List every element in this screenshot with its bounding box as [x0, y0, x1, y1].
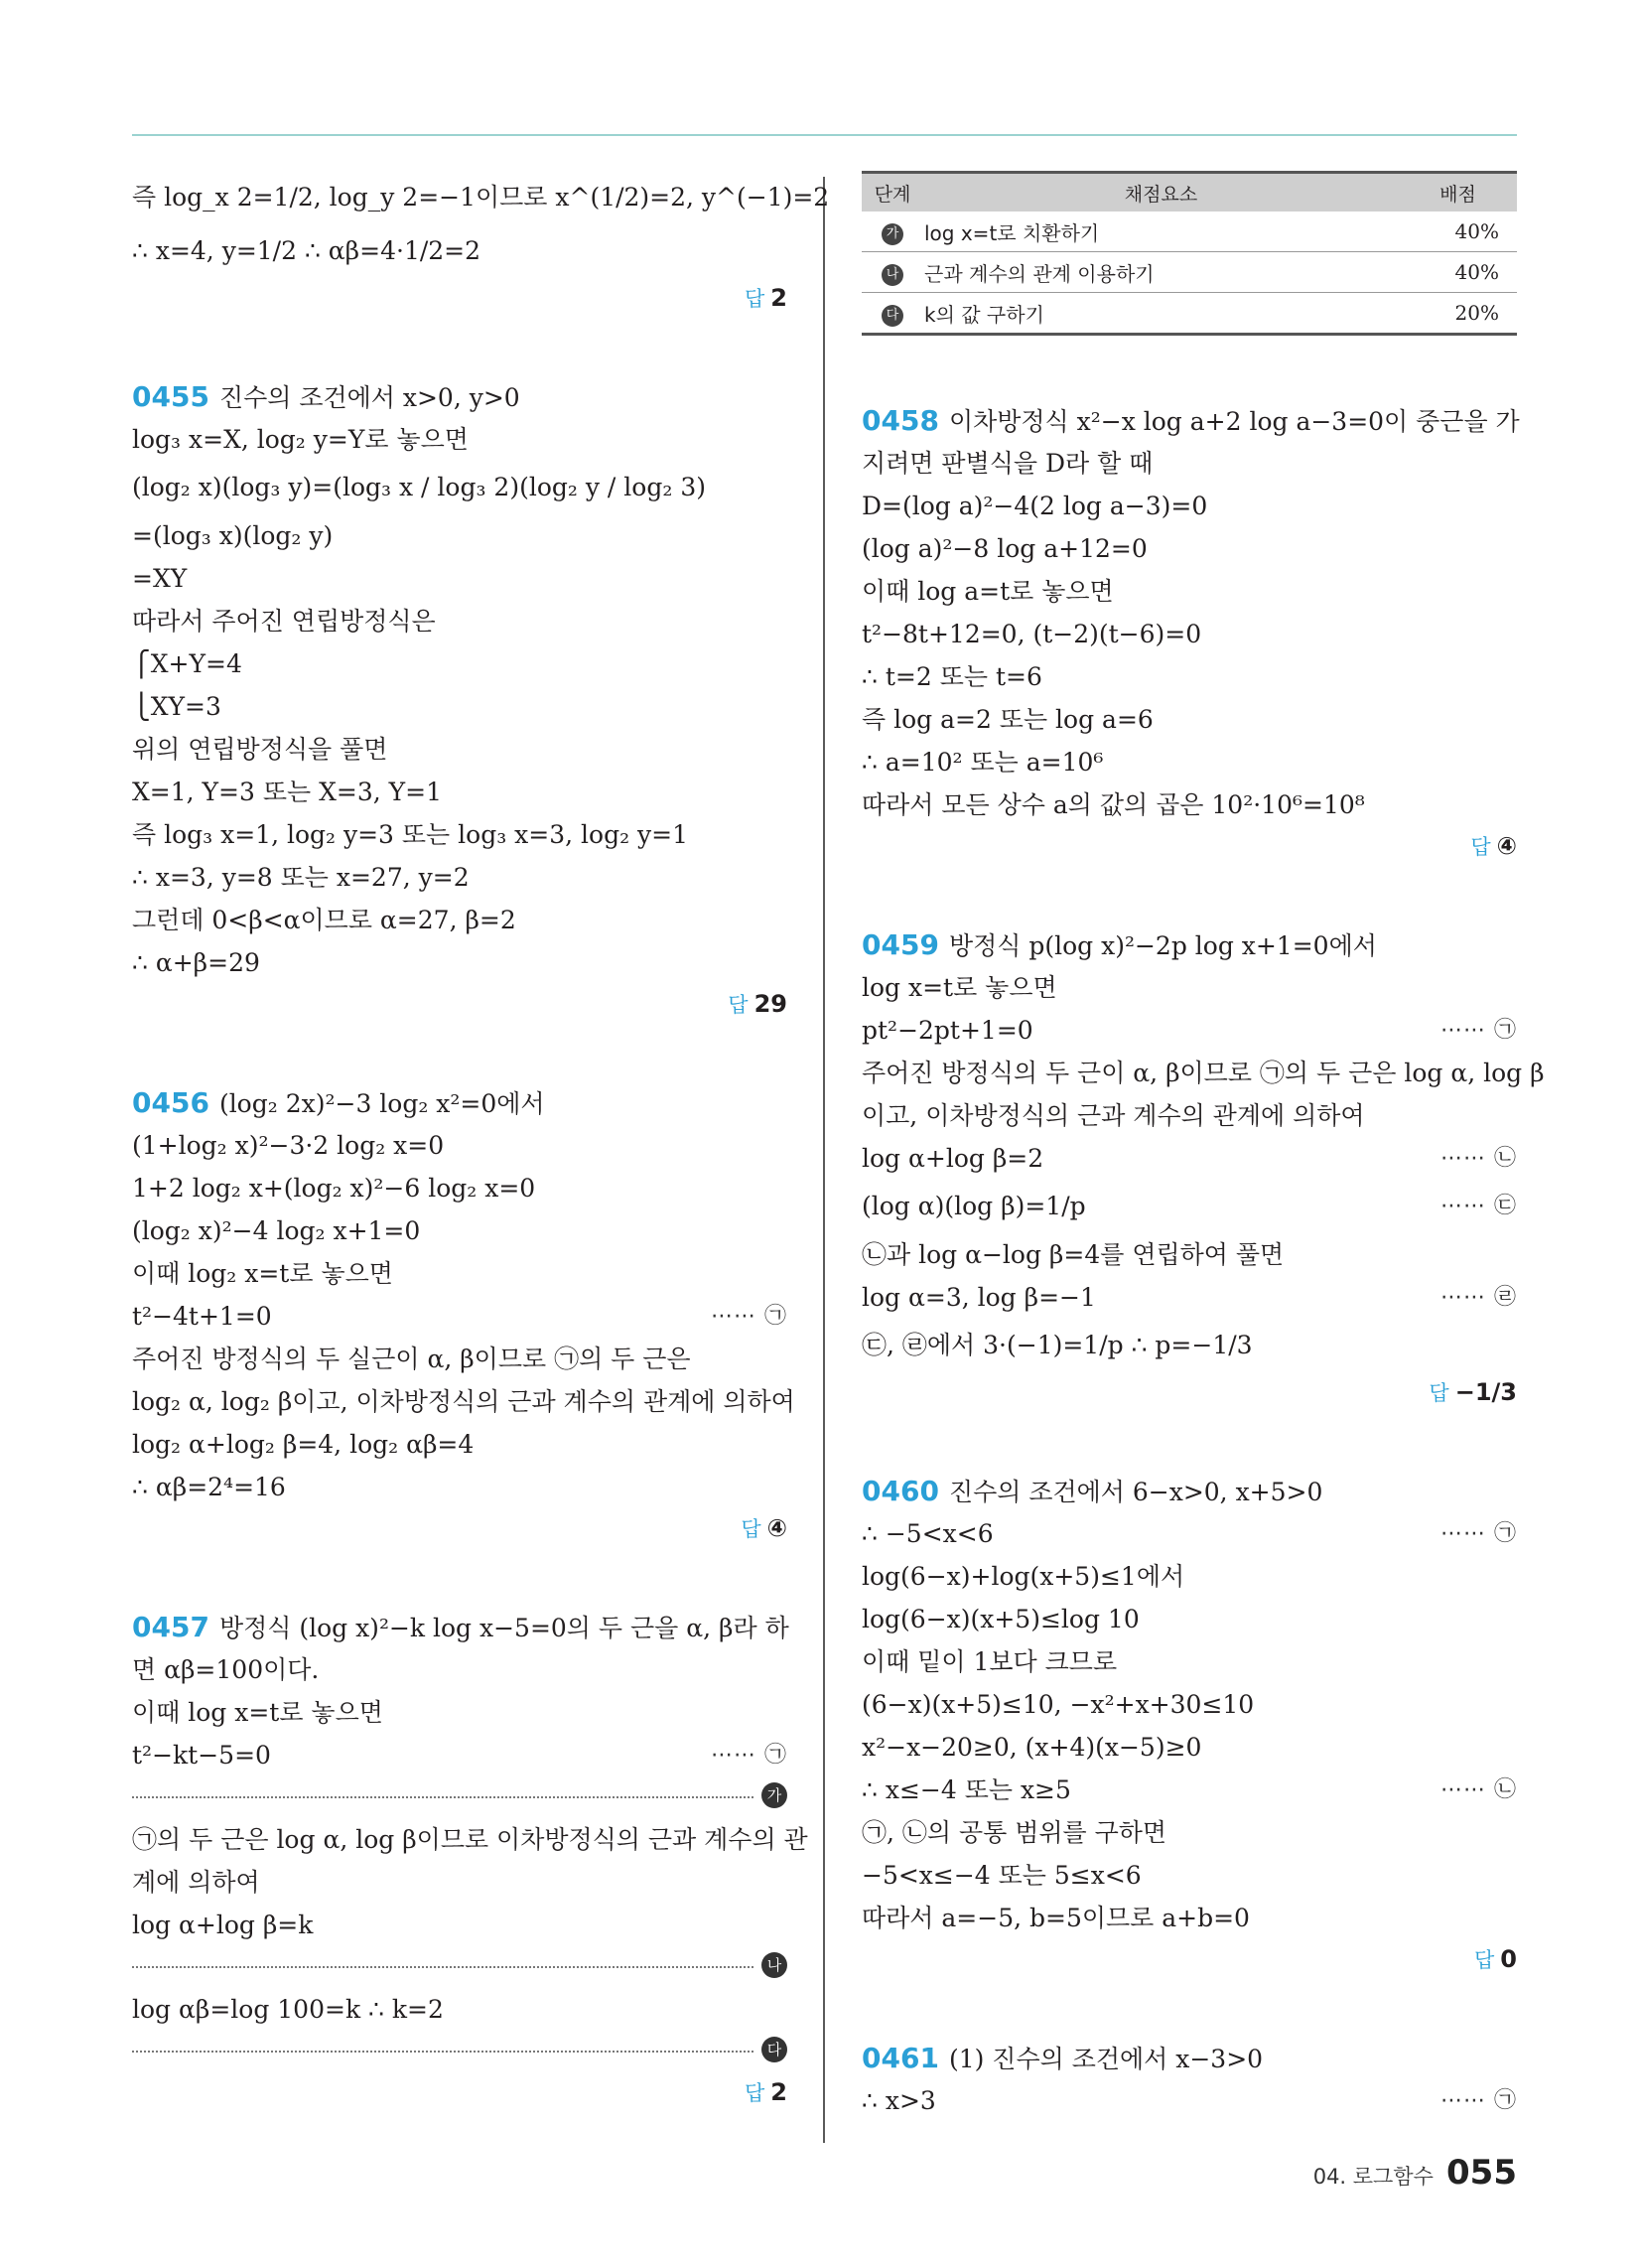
answer-label: 답: [741, 1517, 761, 1541]
solution-line: [862, 783, 1517, 826]
solution-line: [132, 600, 787, 642]
problem-start-line: [132, 1081, 787, 1124]
line-text: 이때 log₂ x=t로 놓으면: [132, 1259, 393, 1288]
line-text: pt²−2pt+1=0: [862, 1016, 1033, 1045]
equation-marker: ⋯⋯ ㉡: [1440, 1146, 1517, 1171]
answer-line: [862, 1939, 1517, 1979]
step-badge: 다: [882, 305, 903, 327]
score-header-desc: 채점요소: [923, 173, 1399, 213]
line-text: log₂ α, log₂ β이고, 이차방정식의 근과 계수의 관계에 의하여: [132, 1387, 795, 1416]
answer-value: 0: [1500, 1945, 1517, 1973]
dotted-rule: [132, 1966, 753, 1968]
answer-value: 2: [770, 2078, 787, 2106]
answer-line: [862, 826, 1517, 866]
line-text: ∴ −5<x<6: [862, 1519, 994, 1548]
line-text: ∴ αβ=2⁴=16: [132, 1473, 286, 1501]
line-text: ∴ x>3: [862, 2086, 936, 2115]
step-badge: 나: [761, 1952, 787, 1978]
solution-line: [862, 485, 1517, 527]
score-desc: log x=t로 치환하기: [923, 212, 1399, 252]
answer-line: [862, 1372, 1517, 1412]
answer-label: 답: [1474, 1948, 1495, 1972]
line-text: =XY: [132, 564, 188, 593]
line-text: 따라서 a=−5, b=5이므로 a+b=0: [862, 1904, 1250, 1932]
answer-label: 답: [1470, 835, 1491, 859]
equation-marker: ⋯⋯ ㉢: [1440, 1194, 1517, 1218]
answer-value: −1/3: [1454, 1378, 1517, 1406]
line-text: 즉 log₃ x=1, log₂ y=3 또는 log₃ x=3, log₂ y=1: [132, 820, 689, 849]
line-text: −5<x≤−4 또는 5≤x<6: [862, 1861, 1142, 1890]
solution-line: [132, 685, 787, 728]
step-badge: 가: [882, 223, 903, 245]
solution-line: [862, 1683, 1517, 1726]
step-badge: 나: [882, 264, 903, 286]
line-text: ⎩XY=3: [132, 692, 221, 721]
solution-line: [132, 1209, 787, 1252]
answer-value: ④: [1496, 832, 1517, 860]
problem-number: 0457: [132, 1611, 209, 1643]
problem-number: 0461: [862, 2042, 939, 2074]
problem-start-line: [862, 1470, 1517, 1512]
answer-label: 답: [728, 993, 749, 1017]
line-text: ∴ x=3, y=8 또는 x=27, y=2: [132, 863, 470, 892]
solution-line: [132, 856, 787, 899]
answer-line: [132, 278, 787, 318]
problem-start-line: [132, 375, 787, 418]
page-number: 055: [1446, 2153, 1517, 2193]
solution-line: [132, 461, 787, 514]
solution-line: [862, 613, 1517, 655]
line-text: 이때 밑이 1보다 크므로: [862, 1647, 1118, 1676]
answer-label: 답: [1429, 1381, 1449, 1405]
solution-line: [862, 1319, 1517, 1372]
line-text: log αβ=log 100=k ∴ k=2: [132, 1995, 444, 2024]
line-text: X=1, Y=3 또는 X=3, Y=1: [132, 778, 442, 806]
line-text: ㉠, ㉡의 공통 범위를 구하면: [862, 1818, 1167, 1847]
solution-line: [132, 557, 787, 600]
solution-line: [862, 442, 1517, 485]
solution-line: [862, 966, 1517, 1009]
step-divider: [132, 2037, 787, 2066]
solution-line: [132, 771, 787, 813]
spacer: [132, 318, 787, 375]
line-text: x²−x−20≥0, (x+4)(x−5)≥0: [862, 1733, 1202, 1762]
line-text: ㉠의 두 근은 log α, log β이므로 이차방정식의 근과 계수의 관: [132, 1825, 808, 1854]
solution-line: [862, 1180, 1517, 1233]
line-text: t²−8t+12=0, (t−2)(t−6)=0: [862, 620, 1202, 648]
spacer: [132, 1548, 787, 1606]
line-text: log₂ α+log₂ β=4, log₂ αβ=4: [132, 1430, 475, 1459]
solution-line: [862, 1555, 1517, 1598]
line-text: ∴ x≤−4 또는 x≥5: [862, 1775, 1071, 1804]
solution-line: [862, 1726, 1517, 1769]
problem-start-line: [132, 1606, 787, 1648]
line-text: 이차방정식 x²−x log a+2 log a−3=0이 중근을 가: [948, 407, 1520, 436]
line-text: t²−kt−5=0: [132, 1741, 271, 1770]
solution-line: [862, 1512, 1517, 1555]
step-divider: [132, 1952, 787, 1982]
problem-number: 0460: [862, 1475, 939, 1507]
answer-line: [132, 984, 787, 1024]
solution-line: [862, 1640, 1517, 1683]
problem-number: 0456: [132, 1086, 209, 1119]
equation-marker: ⋯⋯ ㉡: [1440, 1777, 1517, 1802]
solution-line: [132, 418, 787, 461]
line-text: log₃ x=X, log₂ y=Y로 놓으면: [132, 425, 469, 454]
top-rule: [132, 134, 1517, 136]
answer-line: [132, 1508, 787, 1548]
solution-line: [132, 941, 787, 984]
spacer: [862, 342, 1517, 399]
solution-line: [862, 1598, 1517, 1640]
equation-marker: ⋯⋯ ㉠: [1440, 1521, 1517, 1546]
equation-marker: ⋯⋯ ㉠: [1440, 2088, 1517, 2113]
line-text: ∴ a=10² 또는 a=10⁶: [862, 748, 1104, 777]
answer-value: ④: [766, 1514, 787, 1542]
problem-start-line: [862, 399, 1520, 442]
equation-marker: ⋯⋯ ㉠: [711, 1743, 787, 1768]
answer-label: 답: [745, 2081, 765, 2105]
line-text: 계에 의하여: [132, 1868, 260, 1897]
solution-line: [132, 1252, 787, 1295]
line-text: (log₂ 2x)²−3 log₂ x²=0에서: [218, 1089, 545, 1118]
equation-marker: ⋯⋯ ㉣: [1440, 1285, 1517, 1310]
score-header-step: 단계: [862, 173, 923, 213]
solution-line: [132, 1338, 787, 1380]
solution-line: [132, 1423, 787, 1466]
line-text: 진수의 조건에서 6−x>0, x+5>0: [948, 1478, 1323, 1506]
line-text: 면 αβ=100이다.: [132, 1655, 320, 1684]
dotted-rule: [132, 2051, 753, 2053]
answer-value: 29: [753, 990, 787, 1018]
spacer: [862, 1412, 1517, 1470]
solution-line: [862, 698, 1517, 741]
solution-line: [862, 1769, 1517, 1811]
solution-line: [132, 1988, 787, 2031]
equation-marker: ⋯⋯ ㉠: [711, 1304, 787, 1329]
solution-line: [132, 813, 787, 856]
solution-line: [132, 1734, 787, 1776]
line-text: ∴ x=4, y=1/2 ∴ αβ=4·1/2=2: [132, 236, 481, 265]
solution-line: [862, 1233, 1517, 1276]
score-row: [862, 293, 1517, 335]
page-footer: [1313, 2153, 1517, 2193]
right-column-body: [862, 342, 1545, 2122]
solution-line: [132, 171, 830, 224]
answer-value: 2: [770, 284, 787, 312]
line-text: 이고, 이차방정식의 근과 계수의 관계에 의하여: [862, 1101, 1365, 1130]
solution-line: [862, 1854, 1517, 1897]
line-text: ㉢, ㉣에서 3·(−1)=1/p ∴ p=−1/3: [862, 1331, 1253, 1359]
line-text: 따라서 주어진 연립방정식은: [132, 607, 436, 636]
line-text: ㉡과 log α−log β=4를 연립하여 풀면: [862, 1240, 1285, 1269]
problem-number: 0458: [862, 404, 939, 437]
line-text: ⎧X+Y=4: [132, 649, 242, 678]
solution-line: [132, 899, 787, 941]
line-text: 진수의 조건에서 x>0, y>0: [218, 383, 520, 412]
line-text: 지려면 판별식을 D라 할 때: [862, 449, 1154, 478]
line-text: (log₂ x)(log₃ y)=(log₃ x / log₃ 2)(log₂ y / log₂ 3): [132, 473, 706, 501]
right-column: [862, 171, 1545, 2122]
line-text: 이때 log a=t로 놓으면: [862, 577, 1114, 606]
line-text: log α+log β=k: [132, 1911, 314, 1939]
solution-line: [132, 642, 787, 685]
spacer: [862, 866, 1517, 923]
line-text: log α+log β=2: [862, 1144, 1044, 1173]
column-divider: [823, 177, 825, 2143]
line-text: (log₂ x)²−4 log₂ x+1=0: [132, 1216, 421, 1245]
score-desc: 근과 계수의 관계 이용하기: [923, 252, 1399, 293]
problem-start-line: [862, 2037, 1517, 2079]
line-text: log α=3, log β=−1: [862, 1283, 1096, 1312]
solution-line: [862, 741, 1517, 783]
line-text: =(log₃ x)(log₂ y): [132, 521, 334, 550]
solution-line: [862, 2079, 1517, 2122]
solution-line: [862, 1137, 1517, 1180]
step-badge: 가: [761, 1782, 787, 1808]
left-column: [132, 171, 830, 2112]
line-text: D=(log a)²−4(2 log a−3)=0: [862, 492, 1208, 520]
chapter-title: 04. 로그함수: [1312, 2165, 1434, 2189]
step-divider: [132, 1782, 787, 1812]
solution-line: [862, 655, 1517, 698]
solution-line: [132, 224, 787, 278]
line-text: log x=t로 놓으면: [862, 973, 1057, 1002]
line-text: ∴ α+β=29: [132, 948, 260, 977]
line-text: (log α)(log β)=1/p: [862, 1192, 1086, 1220]
problem-start-line: [862, 923, 1517, 966]
solution-line: [862, 1052, 1545, 1094]
answer-line: [132, 2072, 787, 2112]
line-text: (1+log₂ x)²−3·2 log₂ x=0: [132, 1131, 445, 1160]
line-text: 그런데 0<β<α이므로 α=27, β=2: [132, 906, 516, 934]
line-text: 주어진 방정식의 두 근이 α, β이므로 ㉠의 두 근은 log α, log β: [862, 1059, 1545, 1087]
solution-line: [132, 1466, 787, 1508]
line-text: 1+2 log₂ x+(log₂ x)²−6 log₂ x=0: [132, 1174, 536, 1203]
line-text: 방정식 p(log x)²−2p log x+1=0에서: [948, 931, 1377, 960]
solution-line: [862, 1094, 1517, 1137]
solution-line: [862, 1897, 1517, 1939]
equation-marker: ⋯⋯ ㉠: [1440, 1018, 1517, 1043]
problem-number: 0459: [862, 928, 939, 961]
solution-line: [862, 527, 1517, 570]
line-text: (6−x)(x+5)≤10, −x²+x+30≤10: [862, 1690, 1255, 1719]
solution-line: [862, 1811, 1517, 1854]
spacer: [862, 1979, 1517, 2037]
score-table: [862, 171, 1517, 336]
solution-line: [132, 1380, 795, 1423]
score-header-points: 배점: [1399, 173, 1517, 213]
score-points: 40%: [1399, 212, 1517, 252]
solution-line: [862, 570, 1517, 613]
score-points: 40%: [1399, 252, 1517, 293]
line-text: ∴ t=2 또는 t=6: [862, 662, 1042, 691]
solution-line: [132, 1167, 787, 1209]
line-text: 위의 연립방정식을 풀면: [132, 735, 388, 764]
score-points: 20%: [1399, 293, 1517, 335]
line-text: log(6−x)(x+5)≤log 10: [862, 1605, 1140, 1633]
line-text: 따라서 모든 상수 a의 값의 곱은 10²·10⁶=10⁸: [862, 790, 1365, 819]
line-text: log(6−x)+log(x+5)≤1에서: [862, 1562, 1185, 1591]
dotted-rule: [132, 1796, 753, 1798]
line-text: t²−4t+1=0: [132, 1302, 272, 1331]
solution-line: [862, 1276, 1517, 1319]
solution-line: [862, 1009, 1517, 1052]
solution-line: [132, 1818, 808, 1861]
spacer: [132, 1024, 787, 1081]
solution-line: [132, 1648, 787, 1691]
score-desc: k의 값 구하기: [923, 293, 1399, 335]
solution-line: [132, 1691, 787, 1734]
solution-line: [132, 728, 787, 771]
line-text: 방정식 (log x)²−k log x−5=0의 두 근을 α, β라 하: [218, 1614, 789, 1642]
line-text: 즉 log a=2 또는 log a=6: [862, 705, 1154, 734]
solution-line: [132, 514, 787, 557]
line-text: (log a)²−8 log a+12=0: [862, 534, 1148, 563]
line-text: 이때 log x=t로 놓으면: [132, 1698, 383, 1727]
solution-line: [132, 1861, 787, 1904]
solution-line: [132, 1124, 787, 1167]
solution-line: [132, 1904, 787, 1946]
score-row: [862, 212, 1517, 252]
line-text: 즉 log_x 2=1/2, log_y 2=−1이므로 x^(1/2)=2, y^(−1)=2: [132, 183, 830, 212]
problem-number: 0455: [132, 380, 209, 413]
line-text: 주어진 방정식의 두 실근이 α, β이므로 ㉠의 두 근은: [132, 1345, 691, 1373]
solution-line: [132, 1295, 787, 1338]
step-badge: 다: [761, 2037, 787, 2062]
line-text: (1) 진수의 조건에서 x−3>0: [948, 2045, 1264, 2073]
answer-label: 답: [745, 287, 765, 311]
score-row: [862, 252, 1517, 293]
